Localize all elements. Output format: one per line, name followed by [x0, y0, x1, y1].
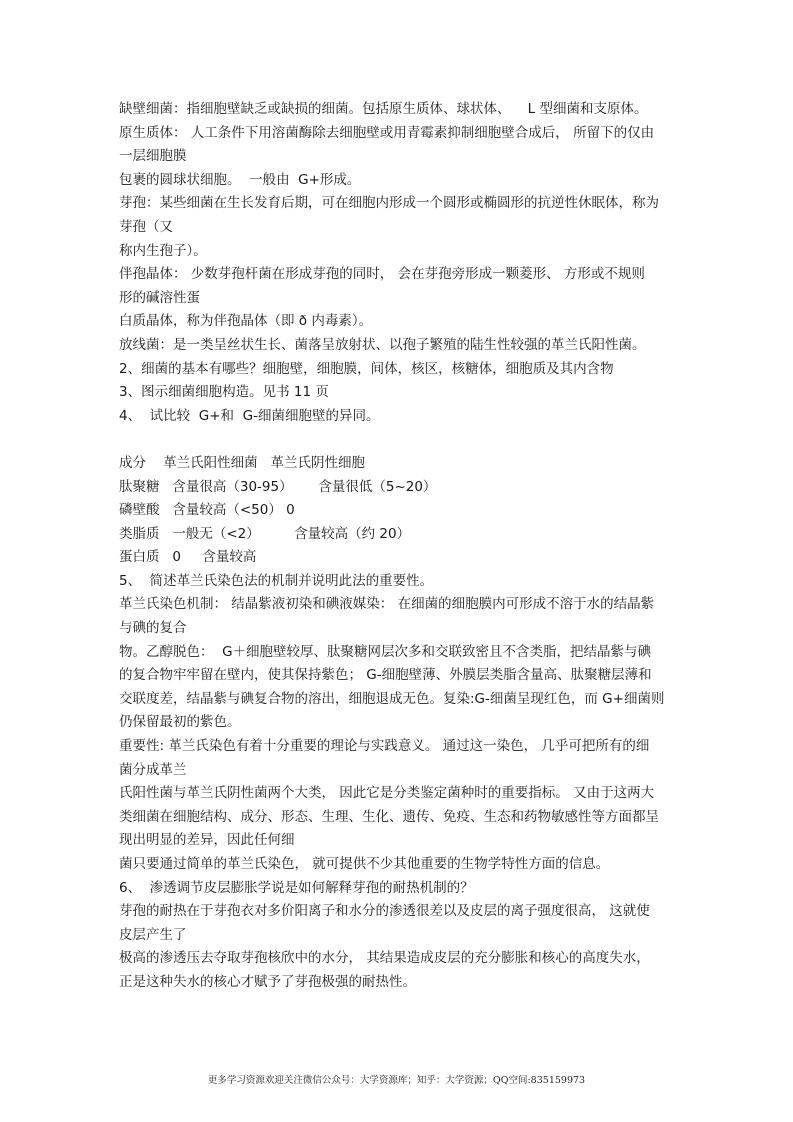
text-line: 蛋白质 0 含量较高	[119, 549, 257, 566]
text-line: 形的碱溶性蛋	[119, 289, 200, 306]
text-line: 氏阳性菌与革兰氏阴性菌两个大类， 因此它是分类鉴定菌种时的重要指标。 又由于这两大	[119, 785, 655, 802]
text-line: 重要性: 革兰氏染色有着十分重要的理论与实践意义。 通过这一染色， 几乎可把所有的细	[119, 738, 650, 755]
text-line: 菌只要通过简单的革兰氏染色， 就可提供不少其他重要的生物学特性方面的信息。	[119, 856, 610, 872]
text-line: 仍保留最初的紫色。	[119, 714, 241, 731]
text-line: 原生质体： 人工条件下用溶菌酶除去细胞壁或用青霉素抑制细胞壁合成后， 所留下的仅由	[119, 124, 655, 141]
text-line: 芽孢的耐热在于芽孢衣对多价阳离子和水分的渗透很差以及皮层的离子强度很高， 这就使	[119, 903, 650, 920]
text-line: 包裹的圆球状细胞。 一般由 G+形成。	[119, 171, 361, 188]
text-line: 成分 革兰氏阳性细菌 革兰氏阴性细胞	[119, 454, 366, 471]
text-line: 芽孢（又	[119, 218, 173, 235]
text-line: 正是这种失水的核心才赋予了芽孢极强的耐热性。	[119, 973, 416, 990]
text-line: 现出明显的差异，因此任何细	[119, 832, 295, 849]
document-body	[119, 98, 679, 995]
blank-line	[119, 428, 679, 452]
text-line: 革兰氏染色机制： 结晶紫液初染和碘液媒染： 在细菌的细胞膜内可形成不溶于水的结晶紫	[119, 596, 655, 613]
text-line: 类脂质 一般无（<2） 含量较高（约 20）	[119, 525, 411, 542]
text-line: 磷壁酸 含量较高（<50） 0	[119, 502, 295, 519]
text-line: 菌分成革兰	[119, 761, 187, 778]
text-line: 伴孢晶体： 少数芽孢杆菌在形成芽孢的同时， 会在芽孢旁形成一颗菱形、 方形或不规则	[119, 266, 645, 283]
text-line: 缺壁细菌：指细胞壁缺乏或缺损的细菌。包括原生质体、球状体、 L 型细菌和支原体。	[119, 101, 648, 117]
text-line: 物。乙醇脱色： G＋细胞壁较厚、肽聚糖网层次多和交联致密且不含类脂，把结晶紫与碘	[119, 643, 652, 660]
text-line: 类细菌在细胞结构、成分、形态、生理、生化、遗传、免疫、生态和药物敏感性等方面都呈	[119, 808, 659, 825]
text-line: 与碘的复合	[119, 620, 187, 637]
text-line: 的复合物牢牢留在壁内，使其保持紫色； G-细胞壁薄、外膜层类脂含量高、肽聚糖层薄和	[119, 667, 652, 684]
text-line: 极高的渗透压去夺取芽孢核欣中的水分， 其结果造成皮层的充分膨胀和核心的高度失水，	[119, 950, 650, 967]
text-line: 肽聚糖 含量很高（30-95） 含量很低（5~20）	[119, 478, 437, 495]
text-line: 皮层产生了	[119, 926, 187, 943]
text-line: 交联度差，结晶紫与碘复合物的溶出，细胞退成无色。复染:G-细菌呈现红色，而 G+细菌则	[119, 690, 665, 707]
text-line: 5、 简述革兰氏染色法的机制并说明此法的重要性。	[119, 572, 434, 589]
text-line: 放线菌：是一类呈丝状生长、菌落呈放射状、以孢子繁殖的陆生性较强的革兰氏阳性菌。	[119, 336, 646, 353]
text-line: 6、 渗透调节皮层膨胀学说是如何解释芽孢的耐热机制的？	[119, 879, 474, 896]
page-footer: 更多学习资源欢迎关注微信公众号：大学资源库；知乎：大学资源；QQ空间:835159973	[207, 1075, 586, 1086]
text-line: 4、 试比较 G+和 G-细菌细胞壁的异同。	[119, 407, 380, 424]
text-line: 2、细菌的基本有哪些？细胞壁，细胞膜，间体，核区，核糖体，细胞质及其内含物	[119, 360, 614, 377]
text-line: 3、图示细菌细胞构造。见书 11 页	[119, 384, 329, 401]
text-line: 称内生孢子）。	[119, 242, 207, 259]
text-line: 一层细胞膜	[119, 148, 187, 165]
text-line: 芽孢：某些细菌在生长发育后期，可在细胞内形成一个圆形或椭圆形的抗逆性休眠体，称为	[119, 195, 659, 212]
text-line: 白质晶体，称为伴孢晶体（即 ð 内毒素）。	[119, 313, 373, 330]
